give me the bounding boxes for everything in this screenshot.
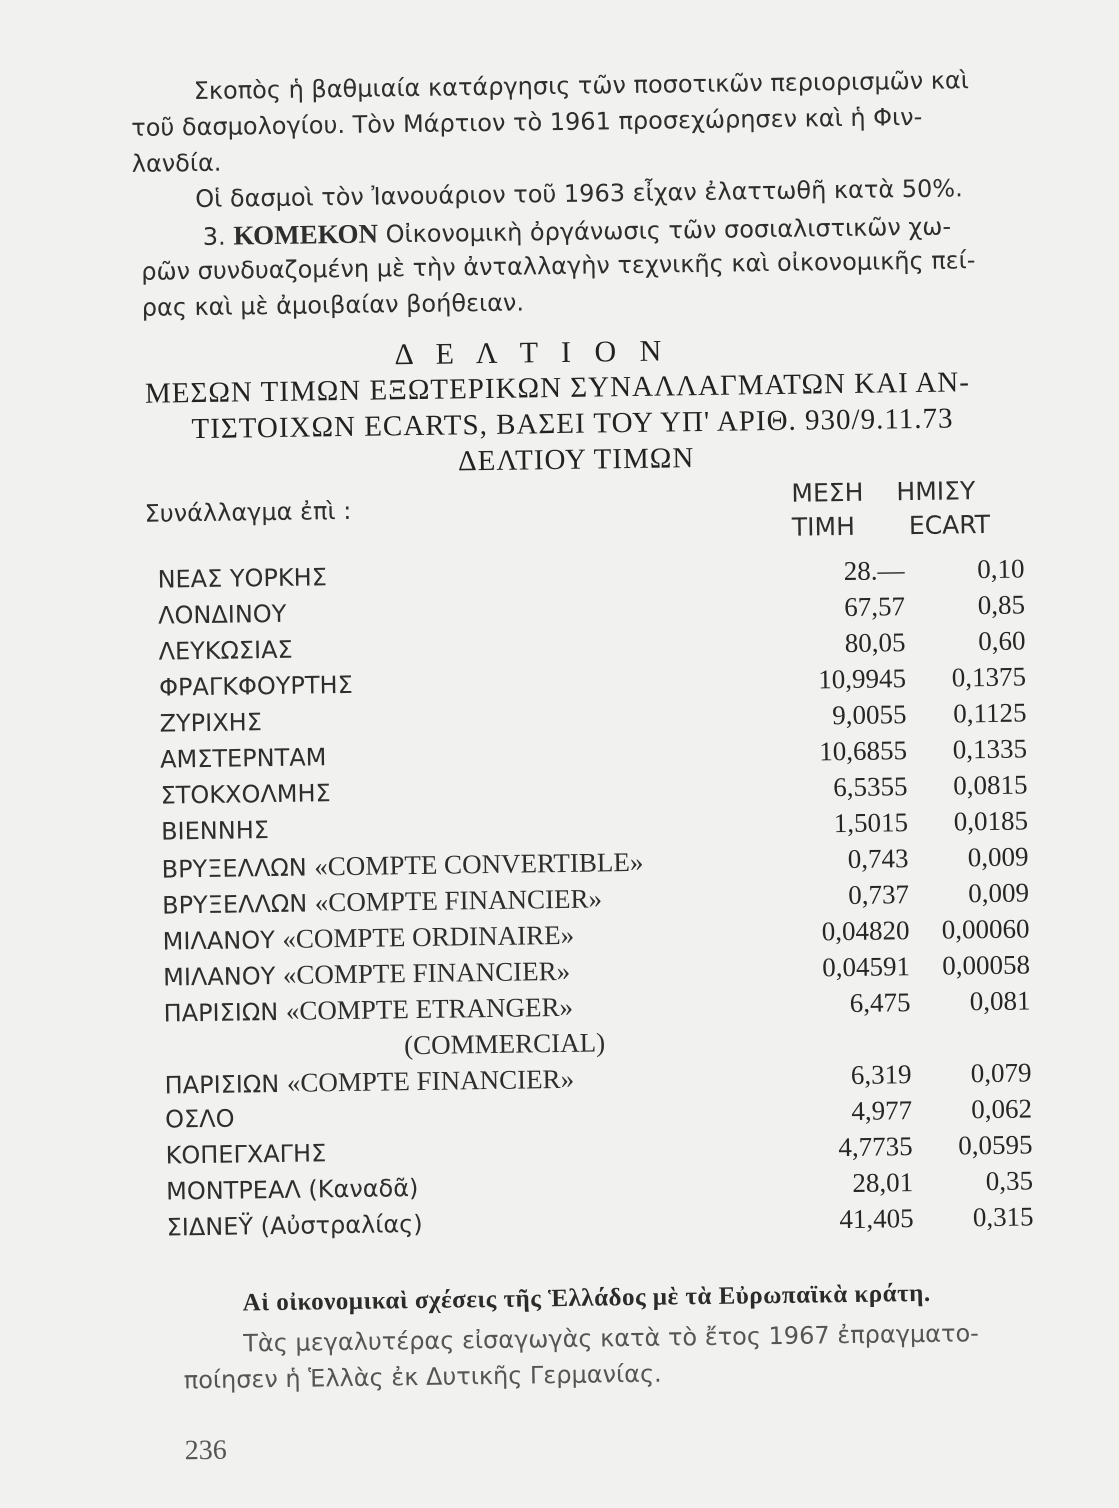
price-cell: 4,977 bbox=[851, 1095, 913, 1126]
city-name: ΛΟΝΔΙΝΟΥ bbox=[157, 599, 287, 630]
intro-line-1: Σκοπὸς ἡ βαθμιαία κατάργησις τῶν ποσοτικῶν περιορισμῶν καὶ bbox=[193, 66, 970, 106]
intro-line-4: Οἱ δασμοὶ τὸν Ἰανουάριον τοῦ 1963 εἶχαν ἐλαττωθῆ κατὰ 50%. bbox=[195, 174, 963, 214]
city-name: ΜΙΛΑΝΟΥ bbox=[162, 926, 275, 956]
ecart-cell: 0,062 bbox=[971, 1093, 1033, 1125]
bulletin-subtitle-line-3: ΔΕΛΤΙΟΥ ΤΙΜΩΝ bbox=[457, 442, 695, 478]
city-name: ΠΑΡΙΣΙΩΝ bbox=[164, 1069, 280, 1100]
price-cell: 6,5355 bbox=[833, 771, 908, 803]
price-cell: 9,0055 bbox=[832, 699, 907, 731]
ecart-cell: 0,081 bbox=[969, 985, 1031, 1017]
section-line-2: ποίησεν ἡ Ἑλλὰς ἐκ Δυτικῆς Γερμανίας. bbox=[183, 1359, 662, 1395]
account-type: (COMMERCIAL) bbox=[403, 1027, 606, 1061]
account-type: «COMPTE ORDINAIRE» bbox=[282, 919, 575, 954]
city-name: ΒΡΥΞΕΛΛΩΝ bbox=[161, 889, 308, 920]
account-type: «COMPTE FINANCIER» bbox=[314, 883, 603, 918]
ecart-cell: 0,35 bbox=[985, 1165, 1034, 1197]
ecart-cell: 0,009 bbox=[967, 841, 1029, 873]
city-name: ΚΟΠΕΓΧΑΓΗΣ bbox=[165, 1139, 327, 1170]
price-cell: 80,05 bbox=[844, 627, 906, 659]
city-name: ΦΡΑΓΚΦΟΥΡΤΗΣ bbox=[158, 670, 353, 702]
section-heading: Αἱ οἰκονομικαὶ σχέσεις τῆς Ἑλλάδος μὲ τὰ Εὐρωπαϊκὰ κράτη. bbox=[242, 1279, 931, 1317]
bulletin-title: Δ Ε Λ Τ Ι Ο Ν bbox=[394, 334, 670, 372]
account-type: «COMPTE ETRANGER» bbox=[285, 991, 574, 1026]
city-name: ΒΙΕΝΝΗΣ bbox=[160, 816, 270, 846]
price-cell: 0,737 bbox=[848, 879, 910, 910]
price-cell: 28.— bbox=[843, 555, 905, 587]
city-name: ΝΕΑΣ ΥΟΡΚΗΣ bbox=[157, 563, 328, 594]
price-cell: 28,01 bbox=[852, 1167, 914, 1198]
ecart-cell: 0,1335 bbox=[952, 733, 1028, 765]
ecart-cell: 0,1125 bbox=[953, 697, 1027, 729]
ecart-cell: 0,60 bbox=[978, 625, 1026, 657]
price-cell: 41,405 bbox=[839, 1203, 914, 1235]
city-name: ΠΑΡΙΣΙΩΝ bbox=[163, 997, 279, 1028]
ecart-cell: 0,85 bbox=[977, 589, 1026, 621]
price-cell: 10,9945 bbox=[818, 663, 907, 695]
price-cell: 67,57 bbox=[844, 591, 906, 623]
price-cell: 1,5015 bbox=[833, 807, 909, 839]
ecart-cell: 0,00060 bbox=[941, 913, 1030, 945]
ecart-header-top: ΗΜΙΣΥ bbox=[896, 476, 976, 507]
ecart-cell: 0,079 bbox=[970, 1057, 1032, 1089]
ecart-cell: 0,315 bbox=[972, 1201, 1034, 1233]
city-name: ΛΕΥΚΩΣΙΑΣ bbox=[158, 635, 293, 666]
price-header-bottom: ΤΙΜΗ bbox=[791, 511, 856, 542]
ecart-cell: 0,0185 bbox=[953, 805, 1029, 837]
ecart-cell: 0,10 bbox=[977, 553, 1025, 585]
city-name: ΣΙΔΝΕΫ (Αὐστραλίας) bbox=[166, 1209, 423, 1242]
section-line-1: Τὰς μεγαλυτέρας εἰσαγωγὰς κατὰ τὸ ἔτος 1967 ἐπραγματο- bbox=[243, 1319, 980, 1358]
bulletin-subtitle-line-1: ΜΕΣΩΝ ΤΙΜΩΝ ΕΞΩΤΕΡΙΚΩΝ ΣΥΝΑΛΛΑΓΜΑΤΩΝ ΚΑΙ ΑΝ- bbox=[144, 366, 971, 410]
city-name: ΖΥΡΙΧΗΣ bbox=[159, 708, 263, 738]
page-number: 236 bbox=[184, 1434, 227, 1467]
intro-line-2: τοῦ δασμολογίου. Τὸν Μάρτιον τὸ 1961 προσεχώρησεν καὶ ἡ Φιν- bbox=[131, 102, 923, 142]
comecon-line-3: ρας καὶ μὲ ἀμοιβαίαν βοήθειαν. bbox=[141, 288, 525, 322]
price-cell: 0,04820 bbox=[821, 915, 910, 947]
city-name: ΒΡΥΞΕΛΛΩΝ bbox=[161, 853, 307, 884]
price-cell: 0,04591 bbox=[822, 951, 911, 983]
account-type: «COMPTE CONVERTIBLE» bbox=[314, 846, 644, 882]
comecon-line-1 bbox=[203, 210, 952, 251]
price-cell: 4,7735 bbox=[838, 1131, 913, 1163]
item-line1-rest: Οἰκονομικὴ ὀργάνωσις τῶν σοσιαλιστικῶν χω- bbox=[385, 212, 952, 249]
account-type: «COMPTE FINANCIER» bbox=[286, 1063, 575, 1098]
ecart-cell: 0,0815 bbox=[953, 769, 1028, 801]
city-name: ΜΟΝΤΡΕΑΛ (Καναδᾶ) bbox=[165, 1174, 419, 1206]
price-cell: 6,475 bbox=[849, 987, 911, 1018]
row-label-header: Συνάλλαγμα ἐπὶ : bbox=[144, 496, 352, 528]
intro-line-3: λανδία. bbox=[131, 148, 222, 178]
ecart-cell: 0,0595 bbox=[958, 1129, 1033, 1161]
city-name: ΟΣΛΟ bbox=[164, 1104, 235, 1134]
item-title: ΚΟΜΕΚΟΝ bbox=[233, 218, 379, 251]
price-cell: 10,6855 bbox=[819, 735, 908, 767]
price-header-top: ΜΕΣΗ bbox=[791, 477, 864, 508]
account-type: «COMPTE FINANCIER» bbox=[282, 955, 571, 990]
comecon-line-2: ρῶν συνδυαζομένη μὲ τὴν ἀνταλλαγὴν τεχνικῆς καὶ οἰκονομικῆς πεί- bbox=[141, 246, 976, 286]
ecart-header-bottom: ECART bbox=[908, 509, 991, 541]
ecart-cell: 0,1375 bbox=[951, 661, 1027, 693]
city-name: ΑΜΣΤΕΡΝΤΑΜ bbox=[159, 743, 327, 774]
price-cell: 6,319 bbox=[850, 1059, 912, 1090]
ecart-cell: 0,009 bbox=[968, 877, 1030, 909]
city-name: ΜΙΛΑΝΟΥ bbox=[162, 961, 276, 992]
price-cell: 0,743 bbox=[847, 843, 909, 874]
bulletin-subtitle-line-2: ΤΙΣΤΟΙΧΩΝ ECARTS, ΒΑΣΕΙ ΤΟΥ ΥΠ' ΑΡΙΘ. 930/9.11.73 bbox=[191, 402, 954, 446]
city-name: ΣΤΟΚΧΟΛΜΗΣ bbox=[160, 779, 331, 810]
ecart-cell: 0,00058 bbox=[942, 949, 1031, 981]
item-number: 3. bbox=[202, 222, 226, 251]
